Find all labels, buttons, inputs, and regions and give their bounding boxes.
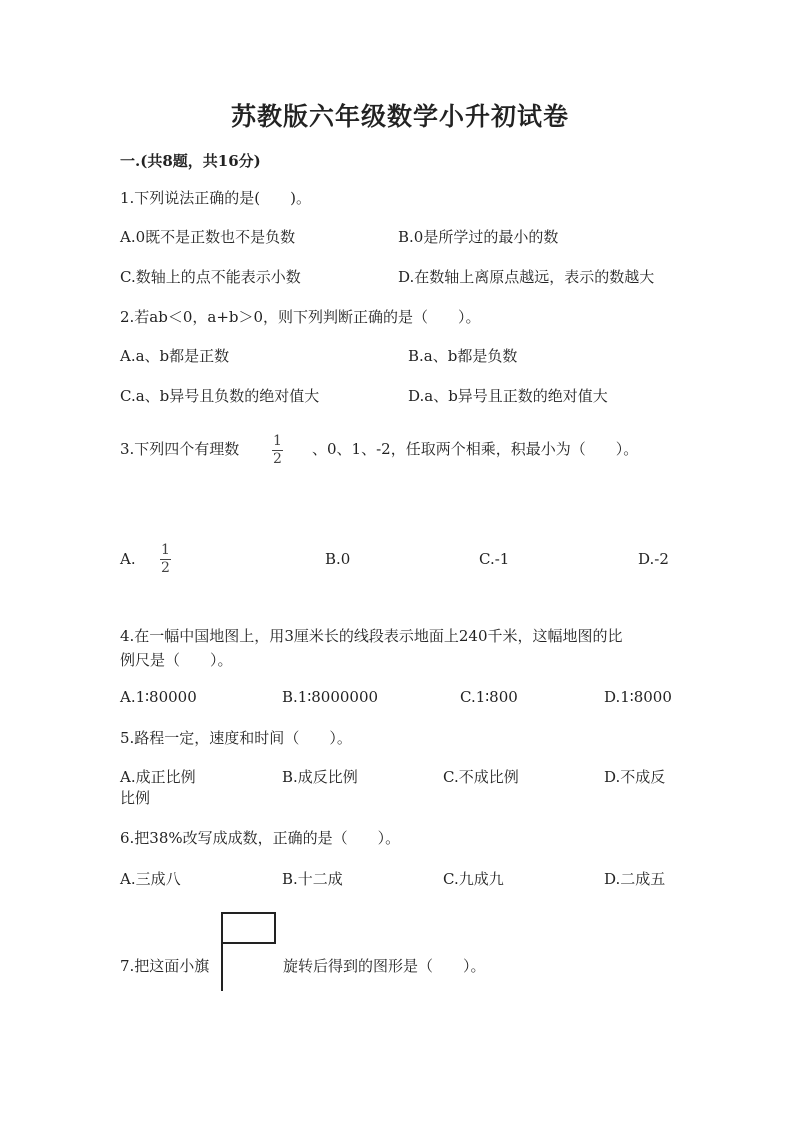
- question-3-fraction: [272, 434, 283, 467]
- question-2-option-c: C.a、b异号且负数的绝对值大: [120, 387, 320, 405]
- question-5-option-d: D.不成反: [604, 768, 666, 786]
- fraction-numerator: 1: [273, 433, 282, 449]
- question-5-option-d-wrap: 比例: [120, 789, 151, 807]
- question-5-stem: 5.路程一定，速度和时间（ ）。: [120, 729, 352, 747]
- question-4-option-d: D.1∶8000: [604, 688, 672, 706]
- question-5-option-c: C.不成比例: [443, 768, 519, 786]
- question-4-stem-line2: 例尺是（ ）。: [120, 651, 233, 669]
- question-6-option-c: C.九成九: [443, 870, 504, 888]
- question-5-option-a: A.成正比例: [120, 768, 196, 786]
- question-3-option-a: A.: [120, 550, 136, 568]
- question-2-option-a: A.a、b都是正数: [120, 347, 230, 365]
- flag-pole: [221, 913, 223, 991]
- fraction-denominator: 2: [273, 451, 282, 467]
- question-4-stem-line1: 4.在一幅中国地图上，用3厘米长的线段表示地面上240千米，这幅地图的比: [120, 627, 623, 645]
- question-2-stem: 2.若ab＜0，a+b＞0，则下列判断正确的是（ ）。: [120, 308, 481, 326]
- question-1-option-d: D.在数轴上离原点越远，表示的数越大: [398, 268, 655, 286]
- section-heading: 一.(共8题，共16分): [120, 152, 261, 170]
- question-3-option-b: B.0: [325, 550, 351, 568]
- question-4-option-b: B.1∶8000000: [282, 688, 379, 706]
- question-2-option-d: D.a、b异号且正数的绝对值大: [408, 387, 608, 405]
- question-3-option-d: D.-2: [638, 550, 669, 568]
- question-7-stem-start: 7.把这面小旗: [120, 957, 210, 975]
- fraction-numerator: 1: [161, 542, 170, 558]
- flag-figure: [221, 912, 276, 944]
- question-1-stem: 1.下列说法正确的是( )。: [120, 189, 312, 207]
- question-1-option-a: A.0既不是正数也不是负数: [120, 228, 296, 246]
- question-1-option-c: C.数轴上的点不能表示小数: [120, 268, 301, 286]
- question-3-option-c: C.-1: [479, 550, 510, 568]
- question-6-option-a: A.三成八: [120, 870, 181, 888]
- question-6-stem: 6.把38%改写成成数，正确的是（ ）。: [120, 829, 401, 847]
- question-7-stem-end: 旋转后得到的图形是（ ）。: [283, 957, 486, 975]
- question-6-option-d: D.二成五: [604, 870, 666, 888]
- page-title: 苏教版六年级数学小升初试卷: [230, 102, 569, 131]
- question-6-option-b: B.十二成: [282, 870, 343, 888]
- fraction-denominator: 2: [161, 560, 170, 576]
- question-5-option-b: B.成反比例: [282, 768, 358, 786]
- question-3-stem-start: 3.下列四个有理数: [120, 440, 240, 458]
- question-1-option-b: B.0是所学过的最小的数: [398, 228, 559, 246]
- question-3-stem-end: 、0、1、-2，任取两个相乘，积最小为（ ）。: [312, 440, 639, 458]
- question-2-option-b: B.a、b都是负数: [408, 347, 518, 365]
- question-4-option-c: C.1∶800: [460, 688, 518, 706]
- question-4-option-a: A.1∶80000: [120, 688, 197, 706]
- question-3-option-a-fraction: [160, 543, 171, 576]
